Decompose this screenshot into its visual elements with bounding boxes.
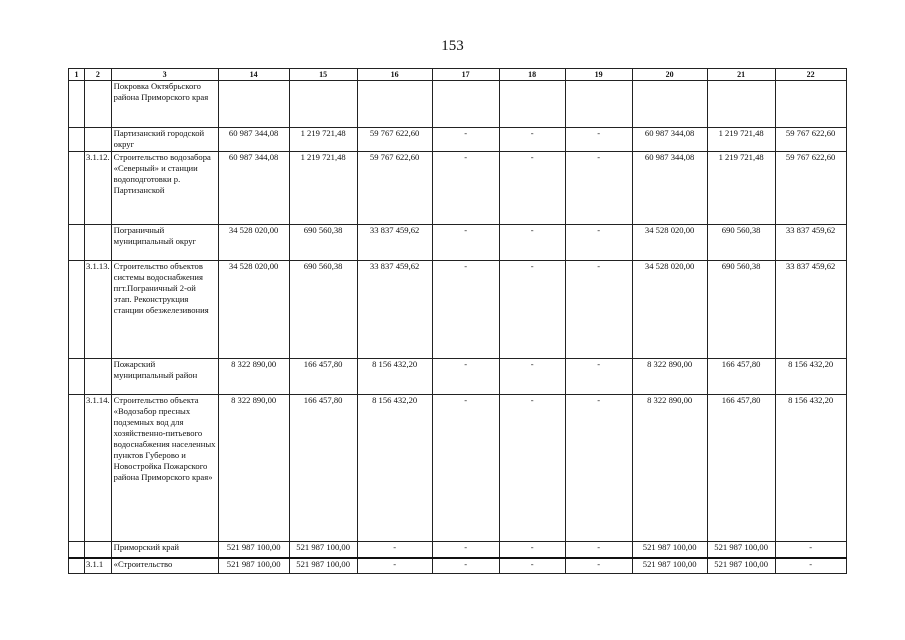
cell-v16: - [357,542,432,558]
row-name-cell: Пограничный муниципальный округ [111,225,218,261]
row-code-cell: 3.1.13. [85,261,112,359]
budget-table [68,68,847,574]
cell-v18: - [499,128,565,152]
row-index-cell [69,395,85,542]
cell-v14: 8 322 890,00 [218,395,289,542]
cell-v21: 521 987 100,00 [707,542,775,558]
cell-v15: 521 987 100,00 [289,542,357,558]
cell-v21: 690 560,38 [707,225,775,261]
cell-v19 [565,81,632,128]
cell-v17: - [432,542,499,558]
cell-v17: - [432,395,499,542]
cell-v21: 166 457,80 [707,395,775,542]
row-code-cell [85,542,112,558]
cell-v21: 1 219 721,48 [707,128,775,152]
row-name-cell: Покровка Октябрьского района Приморского края [111,81,218,128]
cell-v19: - [565,128,632,152]
cell-v21: 166 457,80 [707,359,775,395]
cell-v19: - [565,261,632,359]
cell-v20: 34 528 020,00 [632,225,707,261]
cell-v17: - [432,152,499,225]
col-header: 20 [632,69,707,81]
cell-v19: - [565,225,632,261]
cell-v22: 8 156 432,20 [775,359,846,395]
row-name-cell: Приморский край [111,542,218,558]
cell-v19: - [565,395,632,542]
cell-v20: 34 528 020,00 [632,261,707,359]
cell-v22: 33 837 459,62 [775,225,846,261]
row-code-cell: 3.1.1 [85,558,112,574]
row-code-cell [85,359,112,395]
cell-v16: - [357,558,432,574]
row-index-cell [69,542,85,558]
cell-v17: - [432,225,499,261]
cell-v18: - [499,542,565,558]
cell-v22 [775,81,846,128]
row-index-cell [69,225,85,261]
row-name-cell: Партизанский городской округ [111,128,218,152]
cell-v19: - [565,359,632,395]
cell-v14 [218,81,289,128]
row-index-cell [69,128,85,152]
cell-v19: - [565,542,632,558]
cell-v16: 59 767 622,60 [357,152,432,225]
row-name-cell: Строительство объектов системы водоснабжения пгт.Пограничный 2-ой этап. Реконструкция станции обезжелезивония [111,261,218,359]
col-header: 2 [85,69,112,81]
row-name-cell: Строительство объекта «Водозабор пресных подземных вод для хозяйственно-питьевого водоснабжения населенных пунктов Губерово и Новостройка Пожарского района Приморского края» [111,395,218,542]
row-index-cell [69,81,85,128]
cell-v20: 8 322 890,00 [632,395,707,542]
cell-v14: 34 528 020,00 [218,225,289,261]
cell-v21: 1 219 721,48 [707,152,775,225]
col-header: 21 [707,69,775,81]
cell-v15: 690 560,38 [289,261,357,359]
cell-v15: 690 560,38 [289,225,357,261]
cell-v18: - [499,395,565,542]
cell-v18 [499,81,565,128]
cell-v20: 521 987 100,00 [632,542,707,558]
row-code-cell: 3.1.14. [85,395,112,542]
table-row [69,128,847,152]
row-index-cell [69,359,85,395]
header-row [69,69,847,81]
cell-v20: 60 987 344,08 [632,128,707,152]
cell-v15 [289,81,357,128]
cell-v21: 521 987 100,00 [707,558,775,574]
table-row [69,542,847,558]
col-header: 22 [775,69,846,81]
cell-v17 [432,81,499,128]
cell-v16: 8 156 432,20 [357,359,432,395]
cell-v18: - [499,261,565,359]
col-header: 1 [69,69,85,81]
cell-v18: - [499,152,565,225]
cell-v17: - [432,261,499,359]
cell-v17: - [432,359,499,395]
cell-v21: 690 560,38 [707,261,775,359]
col-header: 16 [357,69,432,81]
cell-v20 [632,81,707,128]
table-row [69,359,847,395]
cell-v17: - [432,128,499,152]
cell-v22: 8 156 432,20 [775,395,846,542]
row-name-cell: Пожарский муниципальный район [111,359,218,395]
cell-v15: 521 987 100,00 [289,558,357,574]
col-header: 15 [289,69,357,81]
table-row [69,152,847,225]
row-index-cell [69,152,85,225]
row-name-cell: Строительство водозабора «Северный» и станции водоподготовки р. Партизанской [111,152,218,225]
table-row [69,395,847,542]
cell-v20: 60 987 344,08 [632,152,707,225]
cell-v22: - [775,542,846,558]
row-code-cell [85,225,112,261]
cell-v14: 34 528 020,00 [218,261,289,359]
cell-v16: 33 837 459,62 [357,261,432,359]
cell-v22: 59 767 622,60 [775,128,846,152]
cell-v22: 33 837 459,62 [775,261,846,359]
cell-v18: - [499,359,565,395]
cell-v16: 59 767 622,60 [357,128,432,152]
cell-v20: 521 987 100,00 [632,558,707,574]
cell-v14: 521 987 100,00 [218,542,289,558]
col-header: 3 [111,69,218,81]
col-header: 18 [499,69,565,81]
row-index-cell [69,558,85,574]
cell-v18: - [499,225,565,261]
table-row [69,261,847,359]
table-row [69,81,847,128]
table-row [69,225,847,261]
cell-v14: 8 322 890,00 [218,359,289,395]
cell-v18: - [499,558,565,574]
cell-v16: 33 837 459,62 [357,225,432,261]
cell-v22: 59 767 622,60 [775,152,846,225]
row-index-cell [69,261,85,359]
cell-v15: 166 457,80 [289,359,357,395]
cell-v16 [357,81,432,128]
col-header: 17 [432,69,499,81]
cell-v22: - [775,558,846,574]
page-number: 153 [441,38,464,54]
table-row [69,558,847,574]
col-header: 14 [218,69,289,81]
cell-v16: 8 156 432,20 [357,395,432,542]
cell-v19: - [565,152,632,225]
cell-v20: 8 322 890,00 [632,359,707,395]
cell-v15: 166 457,80 [289,395,357,542]
cell-v15: 1 219 721,48 [289,152,357,225]
row-code-cell [85,81,112,128]
row-name-cell: «Строительство [111,558,218,574]
cell-v14: 60 987 344,08 [218,128,289,152]
cell-v15: 1 219 721,48 [289,128,357,152]
cell-v14: 521 987 100,00 [218,558,289,574]
cell-v14: 60 987 344,08 [218,152,289,225]
row-code-cell: 3.1.12. [85,152,112,225]
cell-v17: - [432,558,499,574]
cell-v19: - [565,558,632,574]
row-code-cell [85,128,112,152]
col-header: 19 [565,69,632,81]
cell-v21 [707,81,775,128]
